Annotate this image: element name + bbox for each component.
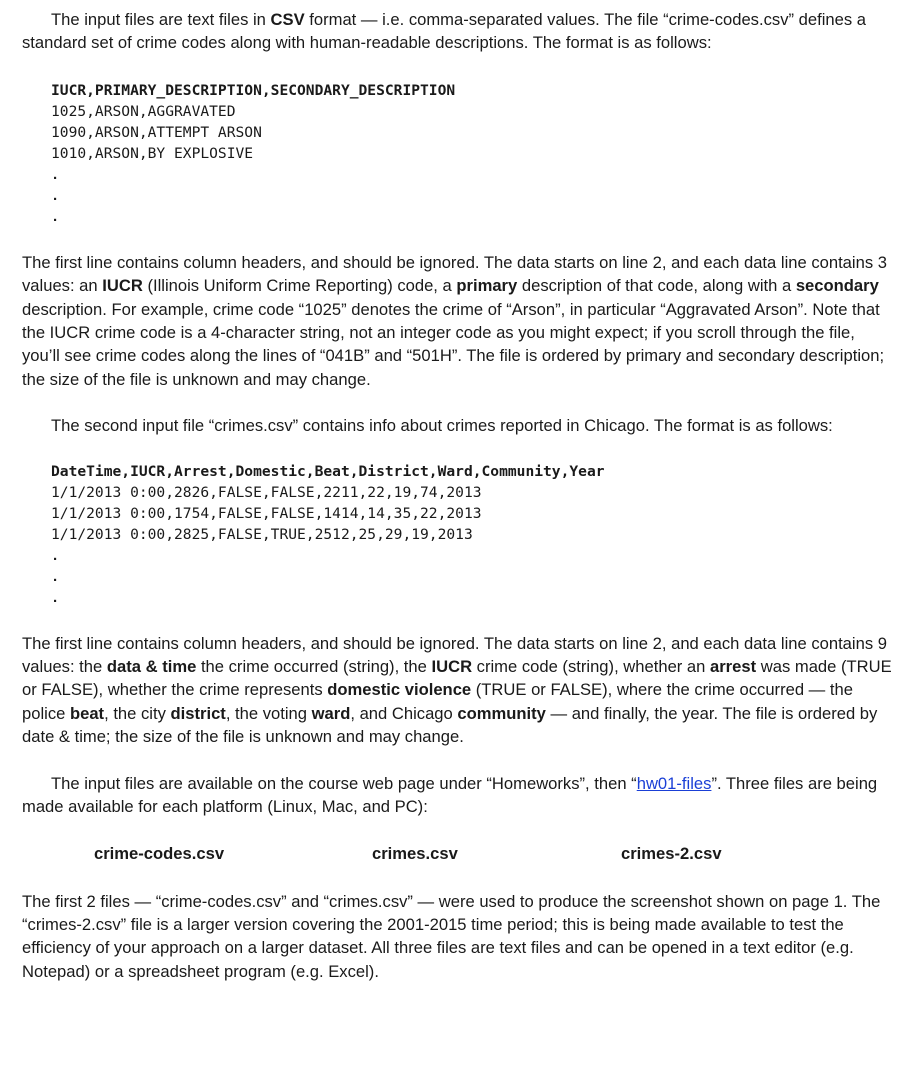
text: — and finally, the year. The file is ordered by date & time; the size of the file is unknown and may change. xyxy=(22,703,878,747)
bold-term: beat xyxy=(69,703,105,723)
text: description of that code, along with a xyxy=(517,276,796,296)
paragraph-crimes-intro xyxy=(22,414,892,437)
code-block-crimes xyxy=(22,461,892,545)
bold-term: ward xyxy=(311,703,351,723)
dot: . xyxy=(53,588,58,606)
text: The second input file “crimes.csv” contains info about crimes reported in Chicago. The format is as follows: xyxy=(51,416,833,436)
text: The first 2 files — “crime-codes.csv” and “crimes.csv” — were used to produce the screenshot shown on page 1. The “crimes-2.csv” file is a larger version covering the 2001-2015 time period; this is being made available to test the efficiency of your approach on a larger dataset. All three files are text files and can be opened in a text editor (e.g. Notepad) or a spreadsheet program (e.g. Excel). xyxy=(22,891,881,981)
bold-term: community xyxy=(457,703,546,723)
file-crimes-2: crimes-2.csv xyxy=(621,843,722,863)
code-row: 1010,ARSON,BY EXPLOSIVE xyxy=(51,144,254,162)
bold-term: data & time xyxy=(106,657,197,677)
hw01-files-link[interactable]: hw01-files xyxy=(636,773,712,793)
document-page xyxy=(22,8,892,983)
text: the crime occurred (string), the xyxy=(196,657,432,677)
bold-term: district xyxy=(170,703,226,723)
text: (Illinois Uniform Crime Reporting) code, a xyxy=(142,276,457,296)
paragraph-intro xyxy=(22,8,892,55)
paragraph-crime-codes-description xyxy=(22,251,892,391)
bold-term: secondary xyxy=(795,276,879,296)
file-crime-codes: crime-codes.csv xyxy=(94,843,225,863)
text: The input files are text files in xyxy=(51,10,271,29)
bold-term: IUCR xyxy=(431,657,473,677)
text: The first line contains column headers, and should be ignored. The data starts on line 2, and each data line contains 9 values: the xyxy=(22,633,887,677)
bold-term: domestic violence xyxy=(327,680,472,700)
text: The first line contains column headers, and should be ignored. The data starts on line 2, and each data line contains 3 values: an xyxy=(22,252,887,296)
paragraph-crimes-description xyxy=(22,632,892,749)
text: description. For example, crime code “1025” denotes the crime of “Arson”, in particular “Aggravated Arson”. Note that the IUCR crime code is a 4-character string, not an integer code as you might expect; if you scroll through the file, you’ll see crime codes along the lines of “041B” and “501H”. The file is ordered by primary and secondary description; the size of the file is unknown and may change. xyxy=(22,299,885,389)
code-row: 1/1/2013 0:00,1754,FALSE,FALSE,1414,14,35,22,2013 xyxy=(51,504,482,522)
paragraph-availability xyxy=(22,772,892,819)
paragraph-closing xyxy=(22,890,892,984)
code-header: IUCR,PRIMARY_DESCRIPTION,SECONDARY_DESCRIPTION xyxy=(51,81,456,99)
dot: . xyxy=(53,207,58,225)
ellipsis-dots xyxy=(22,545,892,608)
text: (TRUE or FALSE), where the crime occurred — the police xyxy=(22,680,853,723)
file-crimes: crimes.csv xyxy=(372,843,458,863)
ellipsis-dots xyxy=(22,164,892,227)
text: format — i.e. comma-separated values. The file “crime-codes.csv” defines a standard set of crime codes along with human-readable descriptions. The format is as follows: xyxy=(22,10,866,53)
text: crime code (string), whether an xyxy=(472,657,710,677)
code-row: 1090,ARSON,ATTEMPT ARSON xyxy=(51,123,262,141)
bold-term: CSV xyxy=(270,10,305,29)
dot: . xyxy=(53,165,58,183)
file-list xyxy=(22,844,892,870)
code-header: DateTime,IUCR,Arrest,Domestic,Beat,District,Ward,Community,Year xyxy=(51,462,605,480)
text: was made (TRUE or FALSE), whether the crime represents xyxy=(22,657,892,700)
code-block-crime-codes xyxy=(22,80,892,164)
code-row: 1/1/2013 0:00,2825,FALSE,TRUE,2512,25,29,19,2013 xyxy=(51,525,473,543)
bold-term: arrest xyxy=(710,657,757,677)
text: , the city xyxy=(104,703,171,723)
text: , and Chicago xyxy=(350,703,458,723)
text: , the voting xyxy=(225,703,312,723)
dot: . xyxy=(53,186,58,204)
bold-term: primary xyxy=(456,276,518,296)
bold-term: IUCR xyxy=(102,276,143,296)
text: The input files are available on the course web page under “Homeworks”, then “ xyxy=(51,773,637,793)
code-row: 1/1/2013 0:00,2826,FALSE,FALSE,2211,22,19,74,2013 xyxy=(51,483,482,501)
dot: . xyxy=(53,546,58,564)
dot: . xyxy=(53,567,58,585)
code-row: 1025,ARSON,AGGRAVATED xyxy=(51,102,236,120)
text: ”. Three files are being made available for each platform (Linux, Mac, and PC): xyxy=(22,773,878,817)
